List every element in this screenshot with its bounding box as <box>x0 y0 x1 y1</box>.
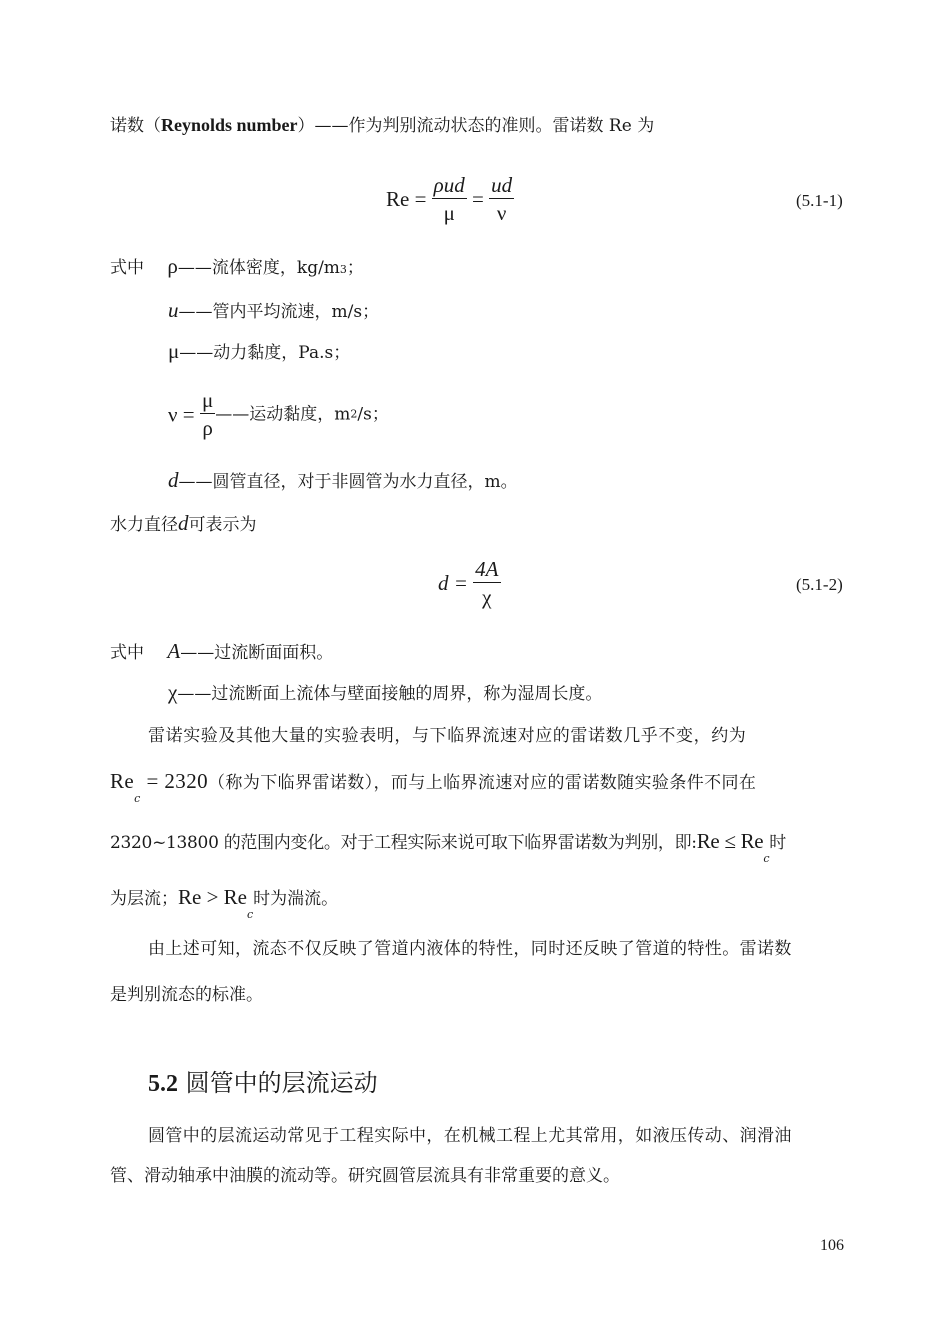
laminar-condition: Re ≤ Re <box>696 829 764 853</box>
text-span: 为层流； <box>110 889 178 909</box>
text-span: 时 <box>769 833 786 853</box>
symbol-def-nu <box>168 385 389 444</box>
equation-number: (5.1-1) <box>796 191 843 210</box>
unit-superscript: 3 <box>339 263 347 276</box>
section-heading <box>148 1063 378 1098</box>
mu-symbol: μ <box>168 339 180 363</box>
text-span: （称为下临界雷诺数），而与上临界流速对应的雷诺数随实验条件不同在 <box>208 773 757 793</box>
text-span: 水力直径 <box>110 515 178 535</box>
d-symbol: d <box>178 511 189 535</box>
reynolds-number-term: Reynolds number <box>161 115 298 135</box>
symbol-def-chi <box>168 679 602 707</box>
denominator: ν <box>496 201 507 225</box>
subscript-c: c <box>134 792 141 805</box>
denominator: μ <box>443 201 455 225</box>
text-span: ）——作为判别流动状态的准则。雷诺数 Re 为 <box>297 116 655 136</box>
hydraulic-diameter-line <box>110 510 257 538</box>
where-label: 式中 <box>110 643 144 663</box>
unit-superscript: 2 <box>350 407 358 421</box>
where-label: 式中 <box>110 258 144 278</box>
symbol-def-rho <box>110 253 364 283</box>
rho-symbol: ρ <box>167 254 178 278</box>
equation-number: (5.1-2) <box>796 575 843 594</box>
re-symbol: Re <box>110 769 135 793</box>
subscript-c: c <box>247 908 254 921</box>
definition-text: ——过流断面面积。 <box>180 643 334 663</box>
fraction <box>473 556 500 611</box>
numerator: ρud <box>433 173 465 197</box>
page-number: 106 <box>820 1237 844 1254</box>
definition-text: ——流体密度，kg/m <box>177 258 340 278</box>
paragraph-line: 圆管中的层流运动常见于工程实际中，在机械工程上尤其常用，如液压传动、润滑油 <box>148 1126 792 1146</box>
symbol-def-mu <box>168 338 350 366</box>
subscript-c: c <box>763 852 770 865</box>
intro-line <box>110 112 654 139</box>
nu-lhs: ν = <box>168 402 195 427</box>
paragraph-line <box>110 884 339 921</box>
chi-symbol: χ <box>168 680 178 704</box>
paragraph-line: 雷诺实验及其他大量的实验表明，与下临界流速对应的雷诺数几乎不变，约为 <box>148 726 747 746</box>
text-span: 诺数（ <box>110 116 161 136</box>
paragraph-line: 是判别流态的标准。 <box>110 985 263 1005</box>
turbulent-condition: Re > Re <box>178 885 247 909</box>
symbol-def-A <box>110 638 333 666</box>
paragraph-line <box>110 828 786 865</box>
symbol-def-u <box>168 297 379 325</box>
fraction <box>432 172 467 227</box>
A-symbol: A <box>167 639 181 663</box>
re-critical-value: = 2320 <box>146 769 209 793</box>
d-symbol: d <box>168 468 179 492</box>
equation-5-1-1 <box>386 172 514 227</box>
text-span: ； <box>346 258 364 278</box>
equals-sign: = <box>472 187 484 211</box>
paragraph-line <box>110 768 757 805</box>
definition-text: ——管内平均流速，m/s； <box>178 302 380 322</box>
paragraph-line: 管、滑动轴承中油膜的流动等。研究圆管层流具有非常重要的意义。 <box>110 1166 620 1186</box>
numerator: ud <box>491 173 513 197</box>
eq-lhs: d = <box>438 571 468 595</box>
u-symbol: u <box>168 298 179 322</box>
eq-lhs: Re = <box>386 187 427 211</box>
section-title: 圆管中的层流运动 <box>185 1069 378 1097</box>
numerator: 4A <box>475 557 499 581</box>
definition-text: ——圆管直径，对于非圆管为水力直径，m。 <box>178 472 518 492</box>
definition-text: ——动力黏度，Pa.s； <box>179 343 351 363</box>
symbol-def-d <box>168 467 518 495</box>
denominator: ρ <box>202 416 213 440</box>
text-span: 可表示为 <box>188 515 257 535</box>
section-number: 5.2 <box>148 1071 178 1097</box>
definition-text: ——运动黏度，m <box>215 404 351 425</box>
denominator: χ <box>482 585 492 609</box>
fraction <box>489 172 514 227</box>
definition-text: ——过流断面上流体与壁面接触的周界，称为湿周长度。 <box>177 684 603 704</box>
fraction <box>200 387 215 442</box>
equation-5-1-2 <box>438 556 501 611</box>
text-span: /s； <box>357 404 389 425</box>
numerator: μ <box>202 388 214 412</box>
text-span: 2320~13800 的范围内变化。对于工程实际来说可取下临界雷诺数为判别，即: <box>110 833 697 853</box>
text-span: 时为湍流。 <box>253 889 339 909</box>
paragraph-line: 由上述可知，流态不仅反映了管道内液体的特性，同时还反映了管道的特性。雷诺数 <box>148 939 792 959</box>
